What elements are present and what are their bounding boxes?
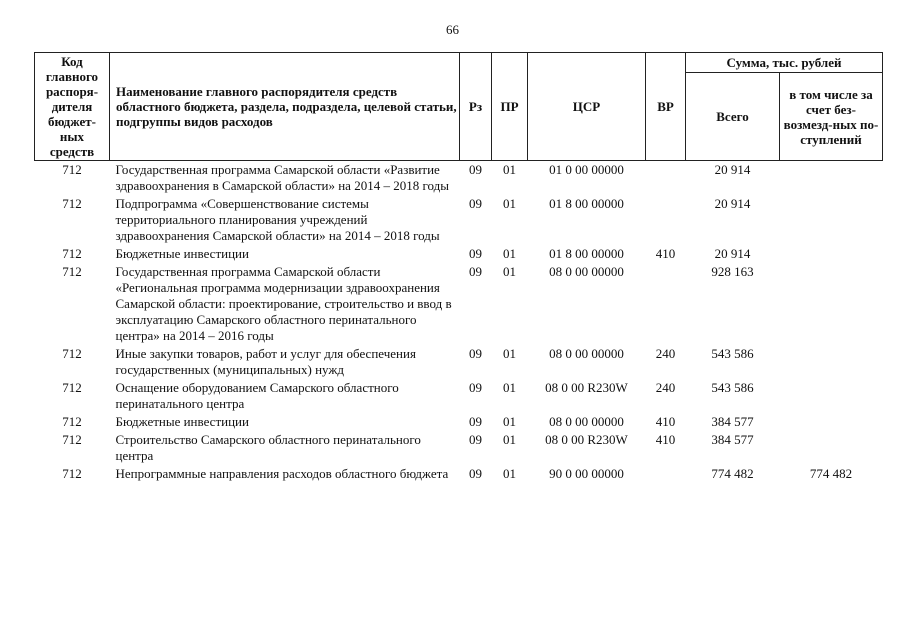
cell-free [780, 379, 883, 413]
cell-code: 712 [62, 346, 82, 361]
cell-free [780, 161, 883, 196]
cell-code: 712 [62, 432, 82, 447]
cell-pr: 01 [503, 246, 516, 261]
cell-name: Подпрограмма «Совершенствование системы территориального планирования учреждений здравоохранения Самарской области» на 2014 – 2018 годы [115, 196, 440, 243]
table-row [35, 345, 883, 379]
table-row [35, 263, 883, 345]
cell-vr: 410 [655, 432, 676, 447]
header-csr: ЦСР [528, 53, 646, 161]
cell-free [780, 345, 883, 379]
cell-free [780, 245, 883, 263]
header-vr: ВР [646, 53, 686, 161]
cell-code: 712 [62, 264, 82, 279]
cell-csr: 08 0 00 R230W [545, 380, 628, 395]
cell-free [780, 195, 883, 245]
cell-pr: 01 [503, 196, 516, 211]
cell-pr: 01 [503, 162, 516, 177]
header-total: Всего [686, 73, 780, 161]
cell-pr: 01 [503, 432, 516, 447]
cell-code: 712 [62, 414, 82, 429]
cell-total: 543 586 [711, 380, 754, 395]
cell-csr: 08 0 00 00000 [549, 264, 624, 279]
cell-vr [646, 195, 686, 245]
cell-csr: 01 8 00 00000 [549, 246, 624, 261]
cell-rz: 09 [469, 162, 482, 177]
cell-code: 712 [62, 196, 82, 211]
header-name: Наименование главного распорядителя средств областного бюджета, раздела, подраздела, целевой статьи, подгруппы видов расходов [110, 53, 460, 161]
cell-rz: 09 [469, 346, 482, 361]
cell-code: 712 [62, 246, 82, 261]
cell-rz: 09 [469, 432, 482, 447]
cell-pr: 01 [503, 264, 516, 279]
cell-csr: 08 0 00 00000 [549, 346, 624, 361]
cell-csr: 01 8 00 00000 [549, 196, 624, 211]
cell-vr: 240 [655, 380, 676, 395]
cell-rz: 09 [469, 414, 482, 429]
cell-total: 543 586 [711, 346, 754, 361]
table-row [35, 195, 883, 245]
cell-total: 384 577 [711, 432, 754, 447]
cell-total: 384 577 [711, 414, 754, 429]
budget-table [34, 52, 883, 483]
cell-rz: 09 [469, 246, 482, 261]
cell-csr: 08 0 00 00000 [549, 414, 624, 429]
cell-vr: 240 [655, 346, 676, 361]
cell-vr [646, 263, 686, 345]
table-row [35, 161, 883, 196]
table-row [35, 379, 883, 413]
table-row [35, 431, 883, 465]
cell-free: 774 482 [809, 466, 853, 481]
cell-vr [646, 465, 686, 483]
cell-name: Оснащение оборудованием Самарского областного перинатального центра [115, 380, 399, 411]
page-number: 66 [446, 22, 459, 37]
cell-name: Государственная программа Самарской области «Развитие здравоохранения в Самарской области» на 2014 – 2018 годы [115, 162, 449, 193]
header-pr: ПР [492, 53, 528, 161]
cell-name: Иные закупки товаров, работ и услуг для обеспечения государственных (муниципальных) нужд [115, 346, 416, 377]
cell-rz: 09 [469, 196, 482, 211]
table-header [35, 53, 883, 161]
cell-free [780, 413, 883, 431]
cell-vr: 410 [655, 414, 676, 429]
header-code: Код главного распоря-дителя бюджет-ных средств [35, 53, 110, 161]
cell-pr: 01 [503, 380, 516, 395]
header-sum: Сумма, тыс. рублей [686, 53, 883, 73]
cell-rz: 09 [469, 466, 482, 481]
table-row [35, 245, 883, 263]
cell-total: 928 163 [711, 264, 754, 279]
cell-code: 712 [62, 380, 82, 395]
cell-total: 774 482 [711, 466, 754, 481]
cell-total: 20 914 [714, 246, 751, 261]
cell-rz: 09 [469, 380, 482, 395]
cell-rz: 09 [469, 264, 482, 279]
cell-code: 712 [62, 162, 82, 177]
header-free: в том числе за счет без-возмезд-ных по-ступлений [780, 73, 883, 161]
cell-name: Бюджетные инвестиции [115, 246, 249, 261]
table-body [35, 161, 883, 484]
table-row [35, 465, 883, 483]
cell-name: Непрограммные направления расходов областного бюджета [115, 466, 449, 481]
cell-pr: 01 [503, 414, 516, 429]
cell-pr: 01 [503, 346, 516, 361]
cell-free [780, 431, 883, 465]
table-row [35, 413, 883, 431]
cell-pr: 01 [503, 466, 516, 481]
cell-total: 20 914 [714, 196, 751, 211]
cell-vr: 410 [655, 246, 676, 261]
cell-total: 20 914 [714, 162, 751, 177]
cell-name: Строительство Самарского областного перинатального центра [115, 432, 421, 463]
cell-csr: 08 0 00 R230W [545, 432, 628, 447]
cell-vr [646, 161, 686, 196]
cell-free [780, 263, 883, 345]
cell-csr: 01 0 00 00000 [549, 162, 624, 177]
cell-csr: 90 0 00 00000 [549, 466, 624, 481]
header-rz: Рз [460, 53, 492, 161]
cell-code: 712 [62, 466, 82, 481]
cell-name: Государственная программа Самарской области «Региональная программа модернизации здравоохранения Самарской области: проектирование, строительство и ввод в эксплуатацию Самарского областного перинатального центра» на 2014 – 2016 годы [115, 264, 452, 343]
cell-name: Бюджетные инвестиции [115, 414, 249, 429]
